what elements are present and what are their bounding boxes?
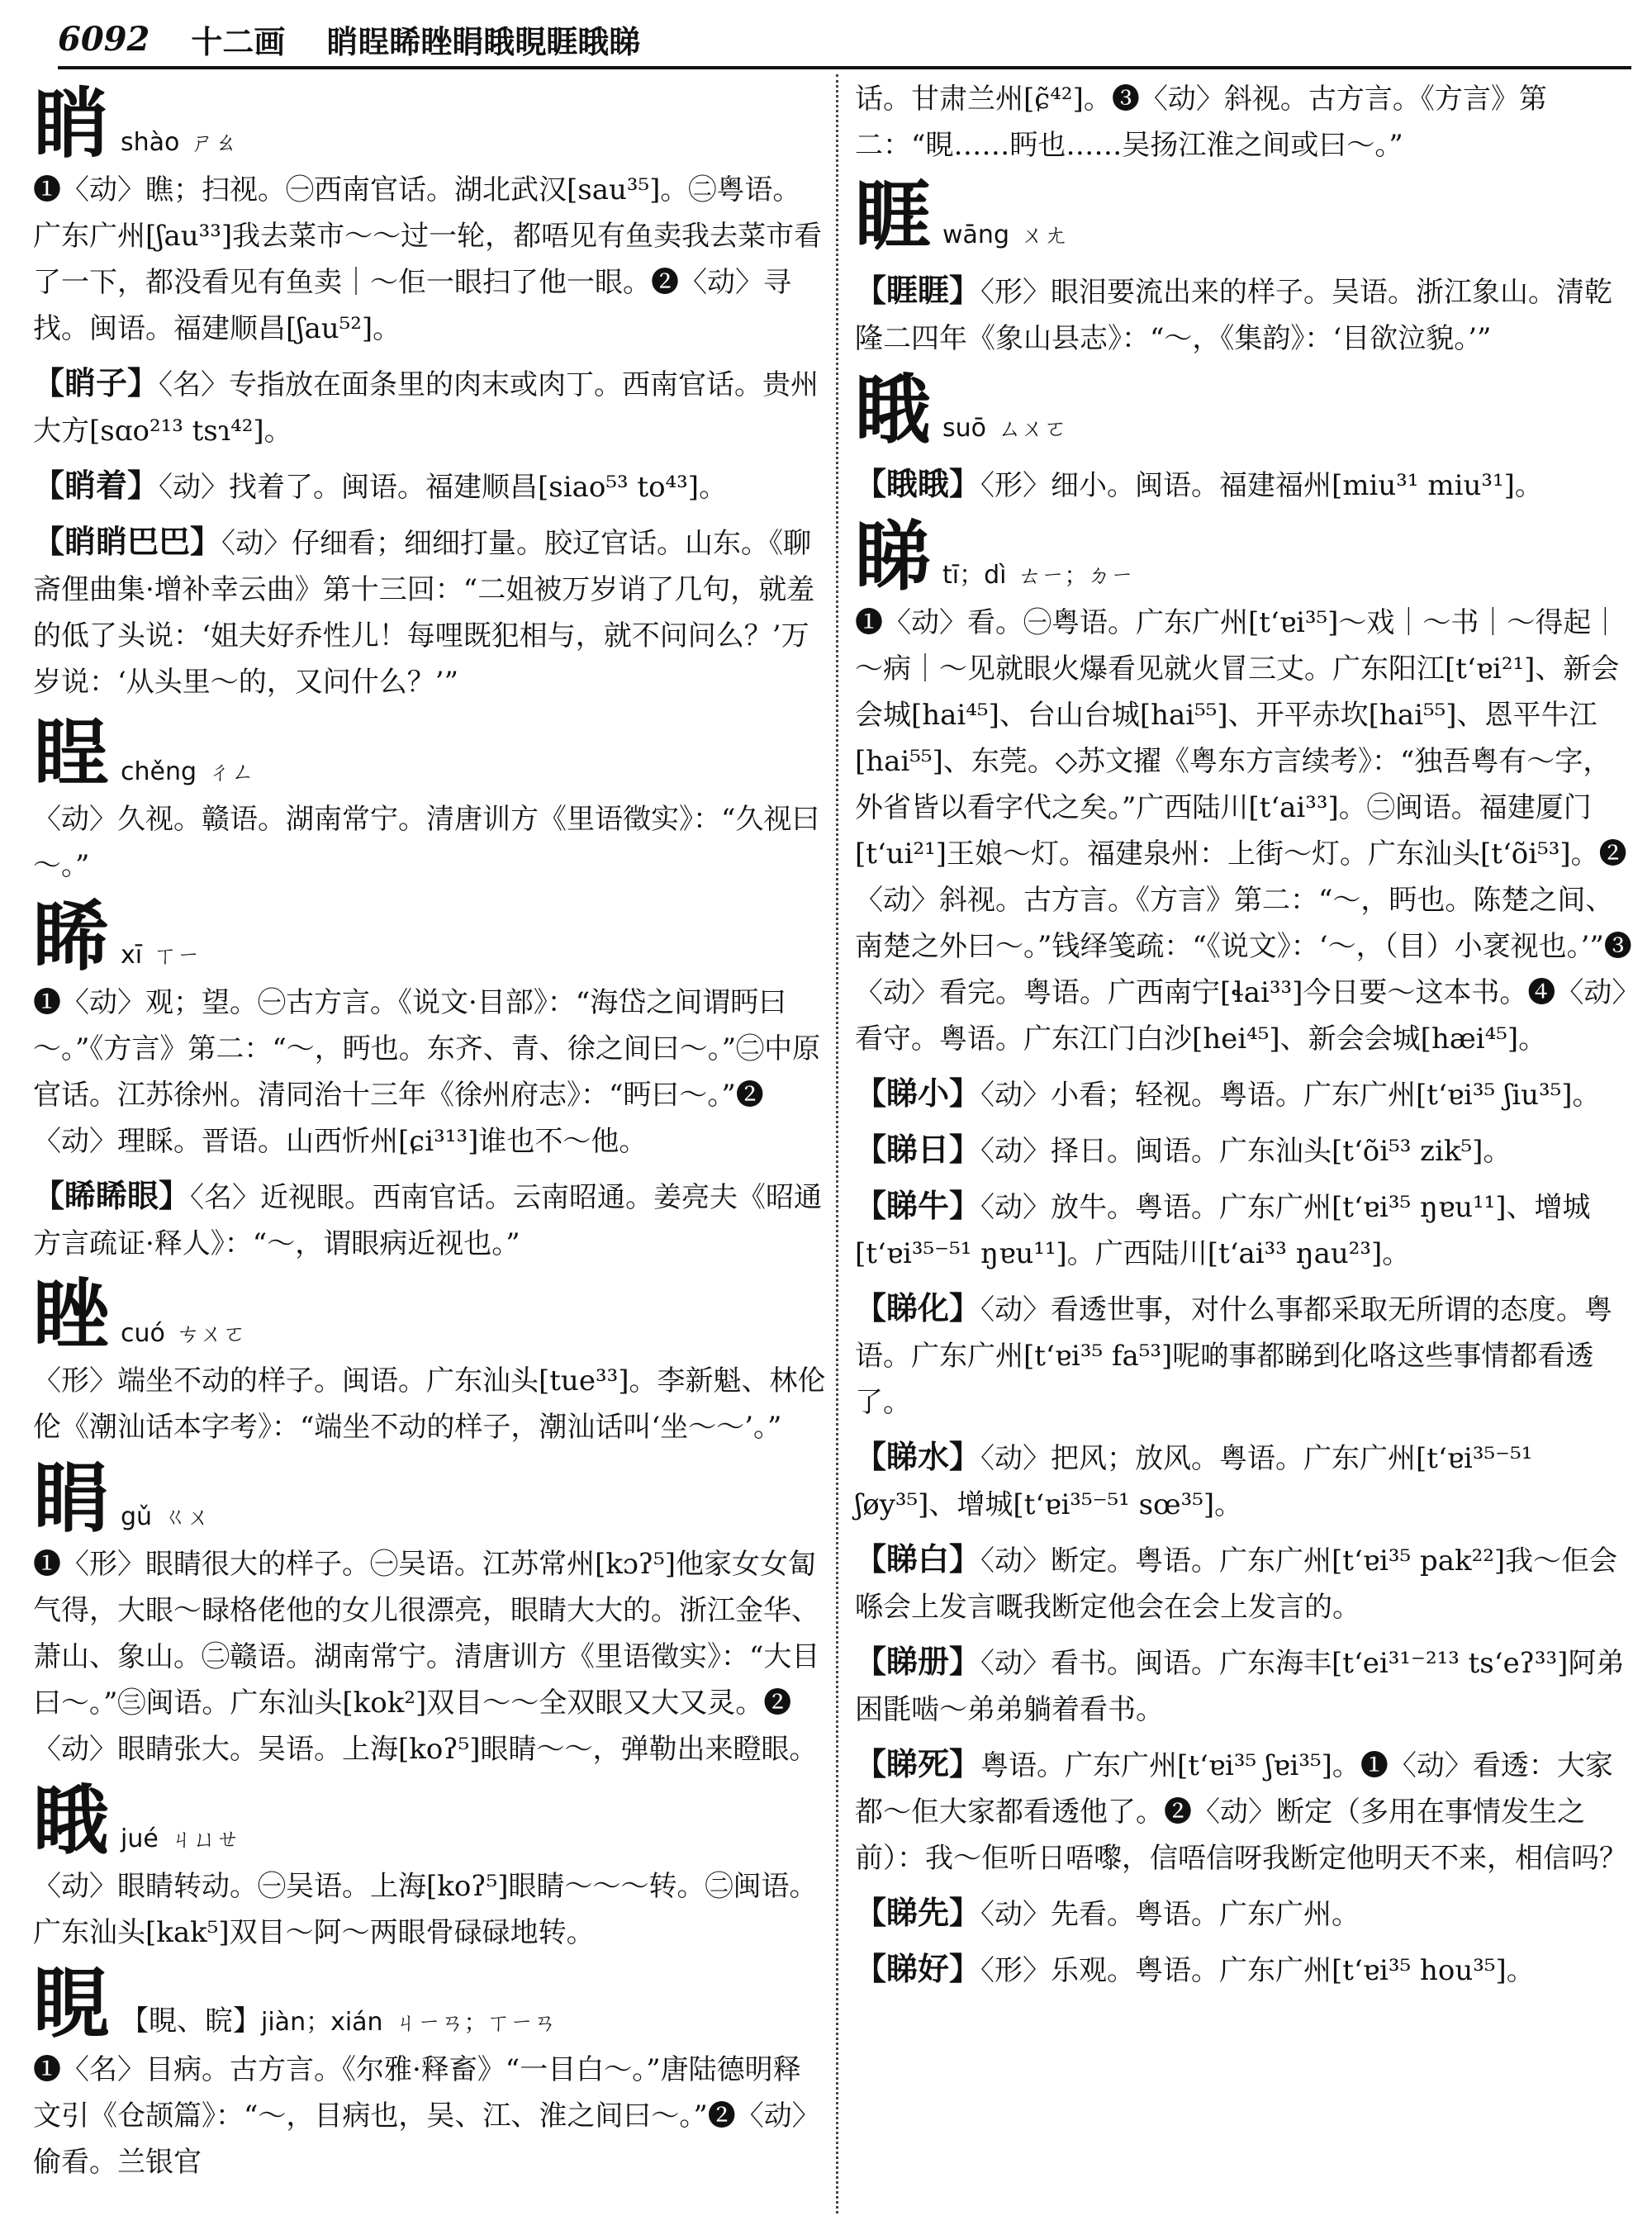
dictionary-entry	[33, 1777, 826, 1956]
dictionary-entry	[33, 710, 826, 889]
dictionary-entry	[33, 1961, 826, 2185]
head-character: 睄	[33, 79, 110, 168]
head-character: 睚	[855, 172, 932, 261]
sub-entry-definition: 〈动〉放牛。粤语。广东广州[tʻɐi³⁵ ŋɐu¹¹]、增城[tʻɐi³⁵⁻⁵¹ ŋɐu¹¹]。广西陆川[tʻai³³ ŋau²³]。	[855, 1191, 1591, 1270]
sub-entry	[855, 1285, 1635, 1426]
left-column	[33, 76, 826, 2187]
head-character: 睈	[33, 709, 110, 798]
dictionary-entry	[33, 1455, 826, 1772]
sub-entry-definition: 〈形〉眼泪要流出来的样子。吴语。浙江象山。清乾隆二四年《象山县志》：“～，《集韵》：‘目欲泣貌。’”	[855, 276, 1613, 355]
sub-entry-definition: 〈动〉断定。粤语。广东广州[tʻɐi³⁵ pak²²]我～佢会喺会上发言嘅我断定他会在会上发言的。	[855, 1544, 1618, 1624]
zhuyin: ㄊㄧ；ㄉㄧ	[1018, 562, 1134, 589]
pinyin: gǔ	[121, 1502, 153, 1531]
sub-entry-definition: 粤语。广东广州[tʻɐi³⁵ ʃɐi³⁵]。❶〈动〉看透：大家都～佢大家都看透他了。❷〈动〉断定（多用在事情发生之前）：我～佢听日唔嚟，信唔信呀我断定他明天不来，相信吗？	[855, 1749, 1627, 1875]
dictionary-entry	[33, 1272, 826, 1450]
dictionary-entry	[855, 367, 1635, 509]
zhuyin: ㄍㄨ	[164, 1503, 211, 1530]
zhuyin: ㄒㄧ	[154, 942, 201, 969]
sub-entry	[855, 268, 1635, 362]
sub-entry-term: 【睇白】	[855, 1540, 981, 1578]
entry-definition: 〈形〉端坐不动的样子。闽语。广东汕头[tue³³]。李新魁、林伦伦《潮汕话本字考》：“端坐不动的样子，潮汕话叫‘坐～～’。”	[33, 1364, 826, 1444]
head-character: 睋	[33, 1776, 110, 1865]
entry-headline	[33, 1455, 826, 1541]
page-number: 6092	[58, 19, 150, 59]
sub-entry-definition: 〈形〉乐观。粤语。广东广州[tʻɐi³⁵ hou³⁵]。	[980, 1954, 1535, 1987]
sub-entry-definition: 〈动〉找着了。闽语。福建顺昌[siao⁵³ to⁴³]。	[159, 471, 728, 504]
sub-entry-definition: 〈形〉细小。闽语。福建福州[miu³¹ miu³¹]。	[980, 469, 1543, 502]
header-rule	[58, 66, 1631, 69]
entry-headline	[855, 173, 1635, 259]
entry-headline	[33, 894, 826, 980]
sub-entry	[33, 519, 826, 705]
pinyin: wāng	[942, 221, 1009, 249]
sub-entry-definition: 〈名〉专指放在面条里的肉末或肉丁。西南官话。贵州大方[sɑo²¹³ tsɿ⁴²]。	[33, 368, 819, 448]
dictionary-entry	[855, 173, 1635, 362]
sub-entry-term: 【睇牛】	[855, 1187, 981, 1224]
entry-headline	[33, 1961, 826, 2047]
pinyin: xī	[121, 941, 143, 970]
entry-definition: ❶〈动〉看。㊀粤语。广东广州[tʻɐi³⁵]～戏｜～书｜～得起｜～病｜～见就眼火爆看见就火冒三丈。广东阳江[tʻɐi²¹]、新会会城[hai⁴⁵]、台山台城[hai⁵⁵]、开平赤坎[hai⁵⁵]、恩平牛江[hai⁵⁵]、东莞。◇苏文擢《粤东方言续考》：“独吾粤有～字，外省皆以看字代之矣。”广西陆川[tʻai³³]。㊁闽语。福建厦门[tʻui²¹]王娘～灯。福建泉州：上街～灯。广东汕头[tʻõi⁵³]。❷〈动〉斜视。古方言。《方言》第二：“～，眄也。陈楚之间、南楚之外曰～。”钱绎笺疏：“《说文》：‘～，（目）小衺视也。’”❸〈动〉看完。粤语。广西南宁[ɬai³³]今日要～这本书。❹〈动〉看守。粤语。广东江门白沙[hei⁴⁵]、新会会城[hæi⁴⁵]。	[855, 606, 1632, 1056]
sub-entry	[855, 1183, 1635, 1277]
pinyin: suō	[942, 414, 987, 443]
entry-definition: ❶〈形〉眼睛很大的样子。㊀吴语。江苏常州[kɔʔ⁵]他家女女匐气得，大眼～睩格佬他的女儿很漂亮，眼睛大大的。浙江金华、萧山、象山。㊁赣语。湖南常宁。清唐训方《里语徵实》：“大目曰～。”㊂闽语。广东汕头[kok²]双目～～全双眼又大又灵。❷〈动〉眼睛张大。吴语。上海[koʔ⁵]眼睛～～，弹勒出来瞪眼。	[33, 1548, 820, 1766]
pinyin: tī；dì	[942, 561, 1007, 590]
sub-entry-term: 【睇好】	[855, 1950, 981, 1987]
sub-entry	[855, 461, 1635, 509]
pinyin: shào	[121, 128, 180, 157]
entry-headline	[33, 81, 826, 167]
sub-entry-definition: 〈动〉把风；放风。粤语。广东广州[tʻɐi³⁵⁻⁵¹ ʃøy³⁵]、增城[tʻɐi³⁵⁻⁵¹ sœ³⁵]。	[855, 1442, 1533, 1521]
sub-entry-term: 【睄睄巴巴】	[33, 523, 222, 560]
zhuyin: ㄙㄨㄛ	[998, 415, 1068, 442]
sub-entry	[855, 1434, 1635, 1528]
stroke-label: 十二画	[191, 22, 286, 60]
dictionary-entry	[855, 514, 1635, 1994]
head-character: 睊	[33, 1454, 110, 1543]
continuation-text: 话。甘肃兰州[ɕ̃⁴²]。❸〈动〉斜视。古方言。《方言》第二：“睍……眄也……吴扬江淮之间或曰～。”	[855, 83, 1547, 162]
sub-entry-definition: 〈动〉看透世事，对什么事都采取无所谓的态度。粤语。广东广州[tʻɐi³⁵ fa⁵³]呢啲事都睇到化咯这些事情都看透了。	[855, 1293, 1613, 1419]
zhuyin: ㄐㄩㄝ	[169, 1825, 240, 1853]
zhuyin: ㄐㄧㄢ；ㄒㄧㄢ	[394, 2009, 557, 2036]
pinyin: jiàn；xián	[261, 2008, 383, 2037]
header-chars: 睄睈睎睉睊睋睍睚睋睇	[326, 22, 641, 60]
sub-entry-term: 【睇册】	[855, 1643, 981, 1680]
sub-entry-term: 【睇水】	[855, 1438, 981, 1475]
entry-definition: ❶〈名〉目病。古方言。《尔雅·释畜》“一目白～。”唐陆德明释文引《仓颉篇》：“～，目病也，吴、江、淮之间曰～。”❷〈动〉偷看。兰银官	[33, 2053, 820, 2179]
sub-entry-term: 【睄子】	[33, 364, 159, 401]
entry-definition: ❶〈动〉瞧；扫视。㊀西南官话。湖北武汉[sau³⁵]。㊁粤语。广东广州[ʃau³³]我去菜市～～过一轮，都唔见有鱼卖我去菜市看了一下，都没看见有鱼卖｜～佢一眼扫了他一眼。❷〈动〉寻找。闽语。福建顺昌[ʃau⁵²]。	[33, 173, 823, 345]
sub-entry-definition: 〈动〉先看。粤语。广东广州。	[980, 1898, 1360, 1931]
entry-definition: 〈动〉久视。赣语。湖南常宁。清唐训方《里语徵实》：“久视曰～。”	[33, 803, 820, 882]
sub-entry-definition: 〈动〉择日。闽语。广东汕头[tʻõi⁵³ zik⁵]。	[980, 1135, 1512, 1168]
pinyin: cuó	[121, 1319, 165, 1348]
sub-entry-definition: 〈名〉近视眼。西南官话。云南昭通。姜亮夫《昭通方言疏证·释人》：“～，谓眼病近视也。”	[33, 1181, 823, 1260]
sub-entry-term: 【睎睎眼】	[33, 1177, 191, 1214]
sub-entry-term: 【睇先】	[855, 1894, 981, 1931]
pinyin: chěng	[121, 757, 197, 786]
dictionary-entry	[33, 81, 826, 705]
sub-entry-definition: 〈动〉仔细看；细细打量。胶辽官话。山东。《聊斋俚曲集·增补幸云曲》第十三回：“二姐被万岁诮了几句，就羞的低了头说：‘姐夫好乔性儿！每哩既犯相与，就不问问么？’万岁说：‘从头里～的，又问什么？’”	[33, 527, 815, 699]
sub-entry	[855, 1639, 1635, 1733]
pinyin: jué	[121, 1824, 159, 1853]
entry-headline	[33, 710, 826, 796]
right-column	[855, 76, 1635, 1999]
sub-entry-term: 【睇死】	[855, 1745, 981, 1782]
dictionary-entry	[33, 894, 826, 1267]
sub-entry-term: 【睇小】	[855, 1075, 981, 1112]
sub-entry-term: 【睚睚】	[855, 272, 981, 309]
sub-entry-definition: 〈动〉看书。闽语。广东海丰[tʻei³¹⁻²¹³ tsʻeʔ³³]阿弟困毷啮～弟弟躺着看书。	[855, 1647, 1625, 1726]
sub-entry	[855, 1536, 1635, 1630]
entry-definition: ❶〈动〉观；望。㊀古方言。《说文·目部》：“海岱之间谓眄曰～。”《方言》第二：“～，眄也。东齐、青、徐之间曰～。”㊁中原官话。江苏徐州。清同治十三年《徐州府志》：“眄曰～。”❷〈动〉理睬。晋语。山西忻州[ɕi³¹³]谁也不～他。	[33, 986, 821, 1158]
sub-entry-definition: 〈动〉小看；轻视。粤语。广东广州[tʻɐi³⁵ ʃiu³⁵]。	[980, 1079, 1601, 1112]
sub-entry-term: 【睇日】	[855, 1131, 981, 1168]
sub-entry	[33, 360, 826, 454]
sub-entry	[33, 463, 826, 510]
entry-headline	[33, 1272, 826, 1358]
column-divider	[836, 74, 840, 2213]
sub-entry-term: 【睄着】	[33, 467, 159, 504]
head-character: 睋	[855, 365, 932, 454]
page-header	[58, 15, 1627, 63]
entry-headline	[33, 1777, 826, 1863]
sub-entry	[855, 1946, 1635, 1994]
head-character: 睎	[33, 892, 110, 981]
sub-entry	[855, 1890, 1635, 1938]
zhuyin: ㄘㄨㄛ	[176, 1320, 246, 1347]
entry-headline	[855, 514, 1635, 600]
sub-entry	[33, 1173, 826, 1267]
entry-headline	[855, 367, 1635, 453]
zhuyin: ㄔㄥ	[208, 758, 255, 785]
variant-forms: 【睍、睆】	[121, 2005, 262, 2038]
entry-definition: 〈动〉眼睛转动。㊀吴语。上海[koʔ⁵]眼睛～～～转。㊁闽语。广东汕头[kak⁵]双目～阿～两眼骨碌碌地转。	[33, 1870, 818, 1949]
head-character: 睇	[855, 512, 932, 601]
head-character: 睍	[33, 1959, 110, 2048]
sub-entry	[855, 1741, 1635, 1881]
sub-entry	[855, 1070, 1635, 1118]
sub-entry-term: 【睋睋】	[855, 465, 981, 502]
zhuyin: ㄕㄠ	[191, 129, 238, 156]
head-character: 睉	[33, 1270, 110, 1359]
zhuyin: ㄨㄤ	[1021, 221, 1068, 249]
sub-entry	[855, 1127, 1635, 1174]
sub-entry-term: 【睇化】	[855, 1289, 981, 1326]
